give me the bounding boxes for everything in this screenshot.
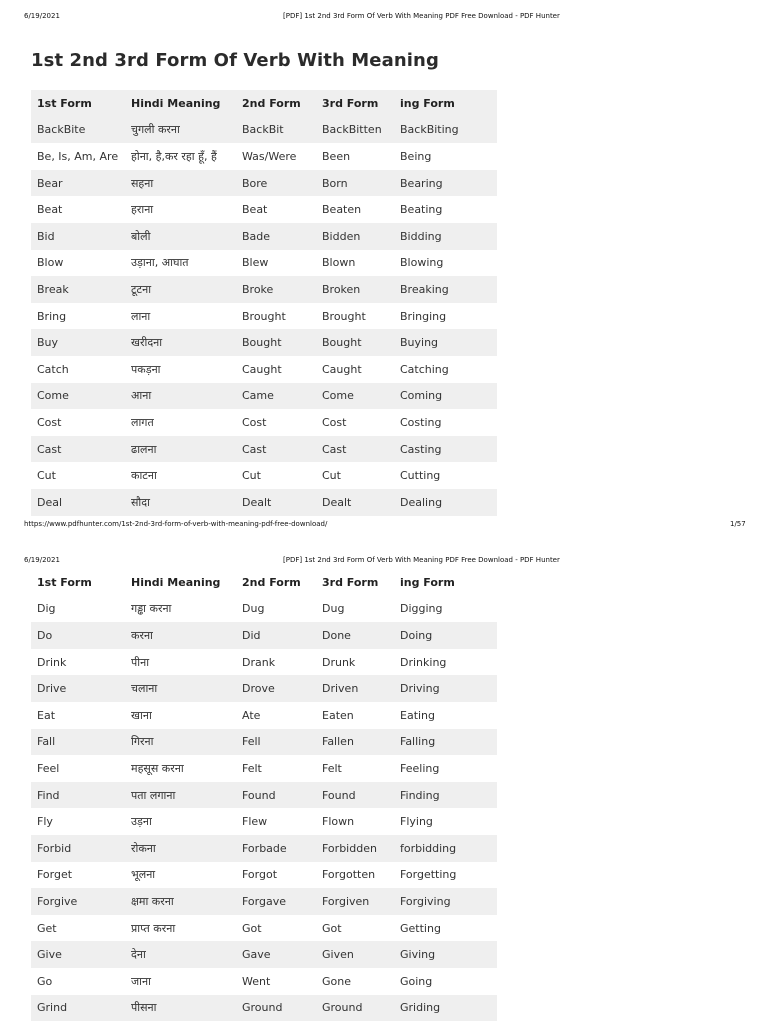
cell-ing-form: Casting [400,442,442,456]
table-row [31,755,497,782]
cell-3rd-form: Eaten [322,708,354,722]
cell-2nd-form: BackBit [242,123,284,137]
cell-3rd-form: BackBitten [322,123,382,137]
cell-ing-form: Drinking [400,655,447,669]
cell-2nd-form: Fell [242,735,261,749]
cell-2nd-form: Drove [242,682,275,696]
cell-1st-form: Bid [37,229,55,243]
table-row [31,196,497,223]
cell-1st-form: BackBite [37,123,86,137]
cell-2nd-form: Beat [242,203,268,217]
cell-1st-form: Be, Is, Am, Are [37,149,119,163]
cell-1st-form: Catch [37,362,69,376]
cell-ing-form: Catching [400,362,449,376]
cell-1st-form: Beat [37,203,63,217]
table-row [31,862,497,889]
cell-3rd-form: Forgotten [322,868,376,882]
col-header-3rd-form: 3rd Form [322,575,379,589]
cell-1st-form: Drink [37,655,67,669]
cell-hindi-meaning: पकड़ना [131,362,161,376]
col-header-3rd-form: 3rd Form [322,96,379,110]
cell-2nd-form: Flew [242,815,268,829]
cell-3rd-form: Cut [322,469,341,483]
verb-table-2 [31,569,497,1021]
cell-3rd-form: Fallen [322,735,354,749]
cell-1st-form: Forget [37,868,73,882]
cell-2nd-form: Caught [242,362,282,376]
cell-hindi-meaning: महसूस करना [131,761,184,775]
cell-1st-form: Give [37,948,62,962]
table-row [31,143,497,170]
cell-2nd-form: Found [242,788,276,802]
cell-1st-form: Fall [37,735,56,749]
cell-ing-form: Driving [400,682,440,696]
cell-3rd-form: Got [322,921,342,935]
cell-2nd-form: Dug [242,602,265,616]
cell-1st-form: Do [37,628,53,642]
cell-ing-form: Digging [400,602,443,616]
cell-1st-form: Find [37,788,60,802]
table-row [31,303,497,330]
cell-2nd-form: Ground [242,1001,283,1015]
table-row [31,835,497,862]
cell-3rd-form: Given [322,948,354,962]
cell-1st-form: Blow [37,256,64,270]
cell-hindi-meaning: आना [131,389,152,403]
cell-ing-form: Falling [400,735,436,749]
cell-2nd-form: Dealt [242,495,272,509]
table-row [31,383,497,410]
cell-3rd-form: Blown [322,256,356,270]
cell-ing-form: Finding [400,788,440,802]
cell-ing-form: Forgetting [400,868,457,882]
page1-date: 6/19/2021 [24,12,60,20]
cell-hindi-meaning: चलाना [131,682,158,696]
cell-ing-form: Going [400,974,433,988]
table-row [31,356,497,383]
cell-1st-form: Feel [37,761,60,775]
cell-ing-form: Coming [400,389,443,403]
cell-hindi-meaning: ढालना [131,442,157,456]
cell-1st-form: Cast [37,442,62,456]
cell-2nd-form: Cost [242,415,267,429]
cell-ing-form: Griding [400,1001,441,1015]
cell-ing-form: Flying [400,815,433,829]
cell-1st-form: Bring [37,309,67,323]
cell-3rd-form: Bidden [322,229,361,243]
cell-hindi-meaning: खरीदना [131,336,163,350]
cell-hindi-meaning: जाना [131,974,151,988]
cell-2nd-form: Forgave [242,894,286,908]
cell-3rd-form: Cost [322,415,347,429]
cell-3rd-form: Forgiven [322,894,370,908]
cell-3rd-form: Born [322,176,348,190]
table-row [31,117,497,144]
cell-hindi-meaning: रोकना [131,841,156,855]
cell-3rd-form: Flown [322,815,355,829]
table-row [31,729,497,756]
cell-ing-form: Beating [400,203,443,217]
table-row [31,675,497,702]
cell-ing-form: Eating [400,708,436,722]
cell-2nd-form: Did [242,628,261,642]
cell-3rd-form: Forbidden [322,841,377,855]
page2-date: 6/19/2021 [24,556,60,564]
cell-2nd-form: Bore [242,176,268,190]
cell-1st-form: Forgive [37,894,78,908]
cell-ing-form: Forgiving [400,894,451,908]
cell-1st-form: Grind [37,1001,68,1015]
cell-2nd-form: Was/Were [242,149,297,163]
table-header-row [31,569,497,596]
cell-2nd-form: Drank [242,655,276,669]
cell-3rd-form: Come [322,389,354,403]
table-row [31,223,497,250]
cell-hindi-meaning: करना [131,628,153,642]
cell-3rd-form: Dealt [322,495,352,509]
cell-ing-form: forbidding [400,841,457,855]
table-row [31,489,497,516]
cell-1st-form: Go [37,974,53,988]
cell-3rd-form: Cast [322,442,347,456]
cell-2nd-form: Felt [242,761,262,775]
cell-3rd-form: Been [322,149,351,163]
cell-ing-form: Buying [400,336,439,350]
verb-table-1 [31,90,497,516]
table-row [31,915,497,942]
cell-2nd-form: Ate [242,708,261,722]
cell-hindi-meaning: उड़ना [131,815,152,829]
cell-hindi-meaning: टूटना [131,282,152,296]
page1-url: https://www.pdfhunter.com/1st-2nd-3rd-form-of-verb-with-meaning-pdf-free-download/ [24,520,328,528]
cell-hindi-meaning: बोली [131,229,151,243]
table-row [31,622,497,649]
cell-2nd-form: Blew [242,256,269,270]
cell-2nd-form: Forgot [242,868,278,882]
page1-page-number: 1/57 [730,520,746,528]
cell-1st-form: Cost [37,415,62,429]
cell-hindi-meaning: सहना [131,176,154,190]
cell-2nd-form: Went [242,974,271,988]
cell-hindi-meaning: काटना [131,469,157,483]
cell-ing-form: Cutting [400,469,441,483]
cell-1st-form: Dig [37,602,56,616]
cell-1st-form: Bear [37,176,63,190]
cell-1st-form: Get [37,921,57,935]
cell-1st-form: Drive [37,682,67,696]
cell-1st-form: Eat [37,708,56,722]
cell-1st-form: Buy [37,336,59,350]
table-row [31,170,497,197]
cell-hindi-meaning: गिरना [131,735,154,749]
cell-2nd-form: Brought [242,309,286,323]
page1-browser-title: [PDF] 1st 2nd 3rd Form Of Verb With Meaning PDF Free Download - PDF Hunter [283,12,560,20]
table-header-row [31,90,497,117]
cell-1st-form: Cut [37,469,56,483]
cell-ing-form: Feeling [400,761,440,775]
cell-1st-form: Forbid [37,841,72,855]
cell-3rd-form: Done [322,628,351,642]
cell-1st-form: Deal [37,495,63,509]
cell-3rd-form: Brought [322,309,366,323]
table-row [31,941,497,968]
col-header-2nd-form: 2nd Form [242,96,301,110]
cell-2nd-form: Gave [242,948,271,962]
cell-2nd-form: Bought [242,336,282,350]
cell-2nd-form: Got [242,921,262,935]
col-header-ing-form: ing Form [400,575,455,589]
cell-hindi-meaning: लाना [131,309,151,323]
col-header-hindi-meaning: Hindi Meaning [131,96,221,110]
cell-hindi-meaning: भूलना [131,868,156,882]
table-row [31,888,497,915]
cell-3rd-form: Found [322,788,356,802]
cell-ing-form: Giving [400,948,436,962]
cell-2nd-form: Forbade [242,841,287,855]
table-row [31,596,497,623]
cell-hindi-meaning: क्षमा करना [131,894,174,908]
cell-hindi-meaning: देना [131,948,146,962]
cell-ing-form: Bringing [400,309,447,323]
cell-3rd-form: Beaten [322,203,362,217]
cell-3rd-form: Felt [322,761,342,775]
cell-ing-form: BackBiting [400,123,459,137]
cell-3rd-form: Driven [322,682,359,696]
cell-1st-form: Fly [37,815,53,829]
cell-2nd-form: Cut [242,469,261,483]
cell-hindi-meaning: होना, है,कर रहा हूँ, हैं [131,149,217,163]
cell-3rd-form: Caught [322,362,362,376]
table-row [31,276,497,303]
col-header-hindi-meaning: Hindi Meaning [131,575,221,589]
cell-hindi-meaning: पीसना [131,1001,157,1015]
cell-2nd-form: Came [242,389,274,403]
cell-ing-form: Doing [400,628,433,642]
table-row [31,462,497,489]
col-header-1st-form: 1st Form [37,575,92,589]
table-row [31,702,497,729]
cell-ing-form: Costing [400,415,442,429]
cell-hindi-meaning: लागत [131,415,154,429]
cell-ing-form: Bidding [400,229,442,243]
cell-2nd-form: Bade [242,229,271,243]
cell-hindi-meaning: चुगली करना [131,123,180,137]
cell-ing-form: Dealing [400,495,443,509]
cell-hindi-meaning: पता लगाना [131,788,176,802]
col-header-2nd-form: 2nd Form [242,575,301,589]
page-title: 1st 2nd 3rd Form Of Verb With Meaning [31,50,439,71]
cell-ing-form: Bearing [400,176,443,190]
cell-hindi-meaning: खाना [131,708,152,722]
cell-1st-form: Break [37,282,69,296]
cell-ing-form: Being [400,149,432,163]
table-row [31,436,497,463]
cell-3rd-form: Dug [322,602,345,616]
cell-1st-form: Come [37,389,69,403]
cell-ing-form: Blowing [400,256,444,270]
cell-2nd-form: Broke [242,282,274,296]
col-header-1st-form: 1st Form [37,96,92,110]
cell-3rd-form: Drunk [322,655,356,669]
cell-3rd-form: Bought [322,336,362,350]
cell-3rd-form: Broken [322,282,361,296]
cell-hindi-meaning: हराना [131,203,154,217]
cell-2nd-form: Cast [242,442,267,456]
cell-ing-form: Breaking [400,282,449,296]
cell-hindi-meaning: प्राप्त करना [131,921,176,935]
table-row [31,250,497,277]
table-row [31,968,497,995]
table-row [31,329,497,356]
cell-3rd-form: Ground [322,1001,363,1015]
cell-hindi-meaning: सौदा [131,495,150,509]
table-row [31,995,497,1022]
table-row [31,782,497,809]
table-row [31,409,497,436]
cell-hindi-meaning: उड़ाना, आघात [131,256,189,270]
cell-hindi-meaning: गड्ढा करना [131,602,172,616]
page2-browser-title: [PDF] 1st 2nd 3rd Form Of Verb With Meaning PDF Free Download - PDF Hunter [283,556,560,564]
table-row [31,808,497,835]
table-row [31,649,497,676]
col-header-ing-form: ing Form [400,96,455,110]
cell-ing-form: Getting [400,921,441,935]
cell-3rd-form: Gone [322,974,351,988]
cell-hindi-meaning: पीना [131,655,150,669]
